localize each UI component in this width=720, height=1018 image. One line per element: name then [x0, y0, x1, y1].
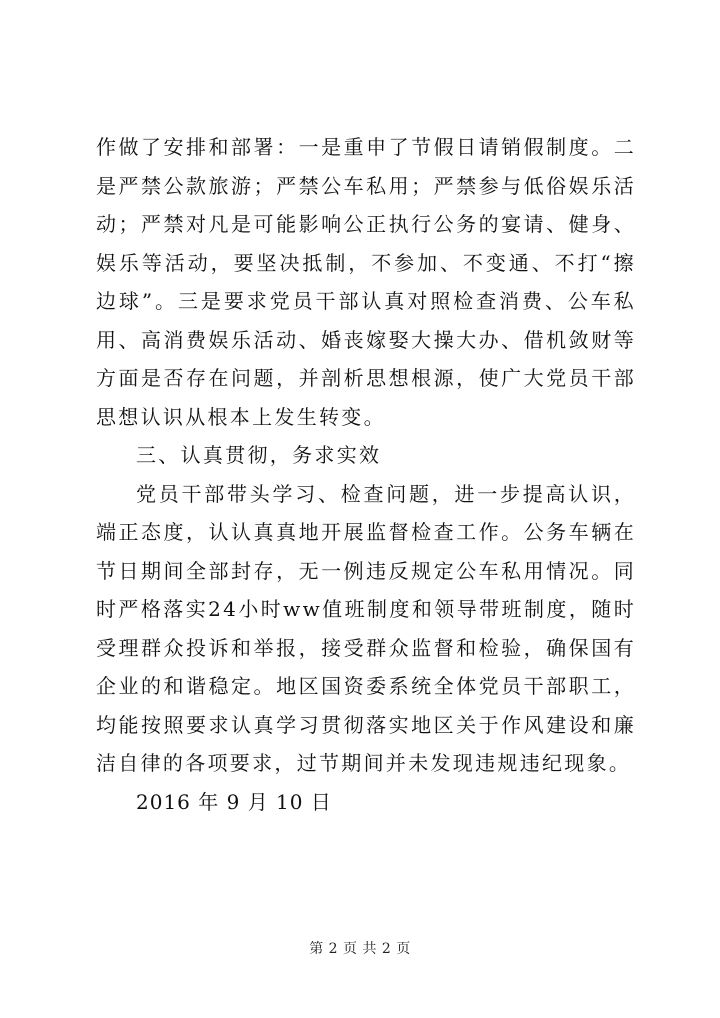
- body-paragraph-1: 作做了安排和部署：一是重申了节假日请销假制度。二是严禁公款旅游；严禁公车私用；严禁参与低俗娱乐活动；严禁对凡是可能影响公正执行公务的宴请、健身、娱乐等活动，要坚决抵制，不参加、不变通、不打“擦边球”。三是要求党员干部认真对照检查消费、公车私用、高消费娱乐活动、婚丧嫁娶大操大办、借机敛财等方面是否存在问题，并剖析思想根源，使广大党员干部思想认识从根本上发生转变。: [96, 135, 636, 429]
- section-heading: 三、认真贯彻，务求实效: [136, 443, 382, 467]
- document-date: 2016 年 9 月 10 日: [136, 789, 332, 814]
- document-body: [96, 128, 636, 821]
- page-number-footer: 第 2 页 共 2 页: [309, 941, 411, 957]
- body-paragraph-2: 党员干部带头学习、检查问题，进一步提高认识，端正态度，认认真真地开展监督检查工作。公务车辆在节日期间全部封存，无一例违反规定公车私用情况。同时严格落实24小时ww值班制度和领导带班制度，随时受理群众投诉和举报，接受群众监督和检验，确保国有企业的和谐稳定。地区国资委系统全体党员干部职工，均能按照要求认真学习贯彻落实地区关于作风建设和廉洁自律的各项要求，过节期间并未发现违规违纪现象。: [96, 481, 636, 775]
